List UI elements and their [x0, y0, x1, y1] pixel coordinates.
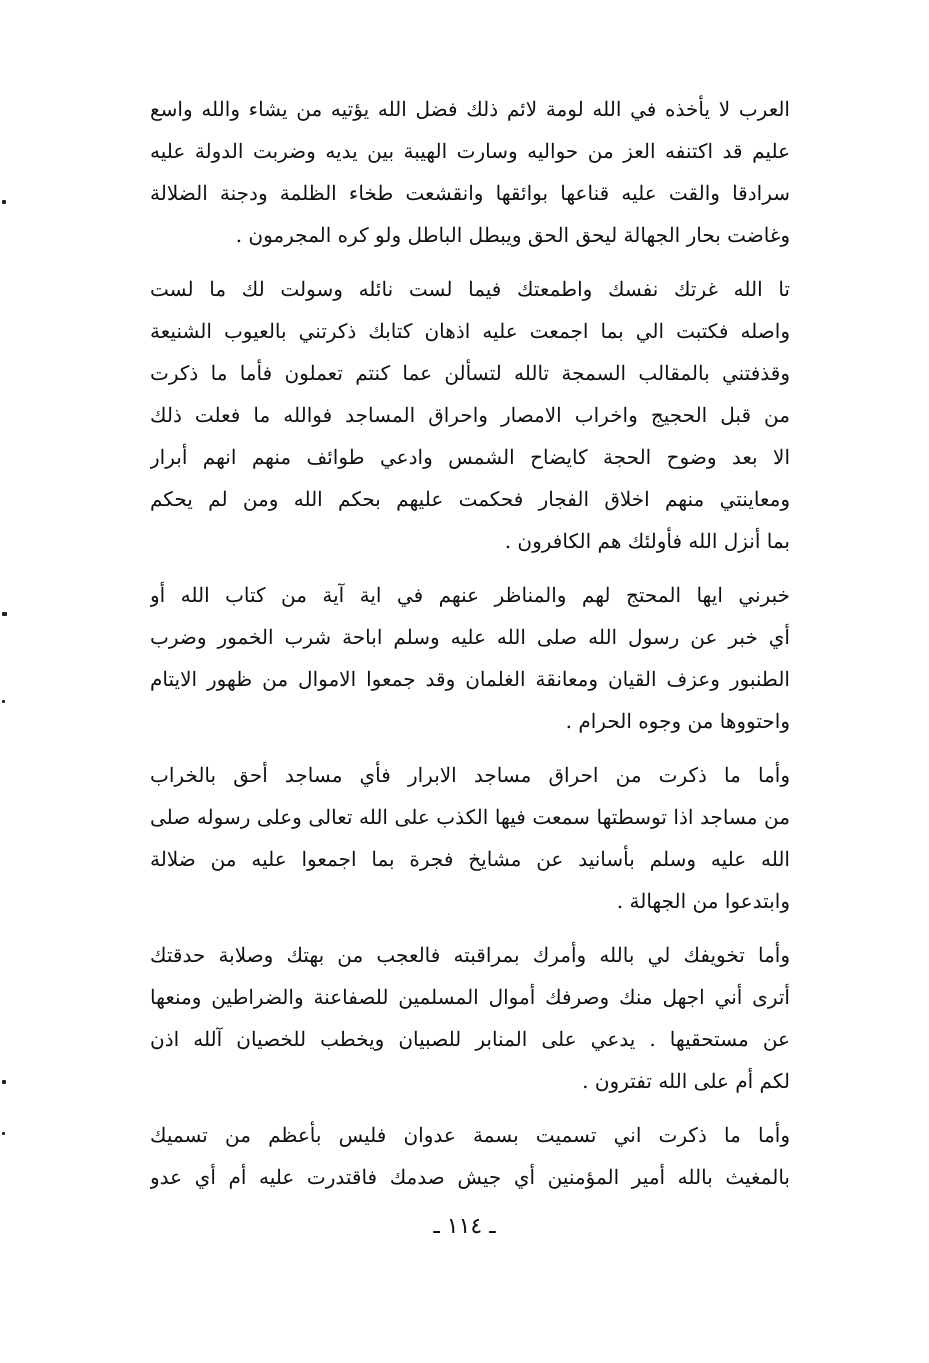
text-line: بالمغيث بالله أمير المؤمنين أي جيش صدمك فاقتدرت عليه أم أي عدو	[150, 1165, 790, 1189]
scan-speck	[2, 1132, 5, 1135]
text-line: من مساجد اذا توسطتها سمعت فيها الكذب على الله تعالى وعلى رسوله صلى	[150, 805, 790, 829]
scan-speck	[2, 200, 6, 204]
scan-speck	[2, 612, 7, 616]
text-line: واحتووها من وجوه الحرام .	[565, 709, 790, 733]
paragraph-6	[150, 1114, 790, 1198]
text-line: أي خبر عن رسول الله صلى الله عليه وسلم اباحة شرب الخمور وضرب	[150, 625, 790, 649]
text-line: واصله فكتبت الي بما اجمعت عليه اذهان كتابك ذكرتني بالعيوب الشنيعة	[150, 319, 790, 343]
paragraph-1	[150, 88, 790, 256]
text-line: وقذفتني بالمقالب السمجة تالله لتسألن عما كنتم تعملون فأما ما ذكرت	[150, 361, 790, 385]
text-line: الله عليه وسلم بأسانيد عن مشايخ فجرة بما اجمعوا عليه من ضلالة	[150, 847, 790, 871]
paragraph-4	[150, 754, 790, 922]
text-line: الطنبور وعزف القيان ومعانقة الغلمان وقد جمعوا الاموال من ظهور الايتام	[150, 667, 790, 691]
text-line: تا الله غرتك نفسك واطمعتك فيما لست نائله وسولت لك ما لست	[150, 277, 790, 301]
text-line: العرب لا يأخذه في الله لومة لائم ذلك فضل الله يؤتيه من يشاء والله واسع	[150, 97, 790, 121]
text-line: لكم أم على الله تفترون .	[582, 1069, 790, 1093]
paragraph-5	[150, 934, 790, 1102]
text-line: أترى أني اجهل منك وصرفك أموال المسلمين للصفاعنة والضراطين ومنعها	[150, 985, 790, 1009]
text-line: وأما تخويفك لي بالله وأمرك بمراقبته فالعجب من بهتك وصلابة حدقتك	[150, 943, 790, 967]
page-body	[150, 88, 790, 1210]
text-line: وابتدعوا من الجهالة .	[616, 889, 790, 913]
text-line: عن مستحقيها . يدعي على المنابر للصبيان ويخطب للخصيان آلله اذن	[150, 1027, 790, 1051]
scan-speck	[2, 700, 5, 703]
paragraph-2	[150, 268, 790, 562]
page-number: ـ ١١٤ ـ	[433, 1214, 496, 1239]
text-line: خبرني ايها المحتج لهم والمناظر عنهم في اية آية من كتاب الله أو	[150, 583, 790, 607]
text-line: عليم قد اكتنفه العز من حواليه وسارت الهيبة بين يديه وضربت الدولة عليه	[150, 139, 790, 163]
text-line: سرادقا والقت عليه قناعها بوائقها وانقشعت طخاء الظلمة ودجنة الضلالة	[150, 181, 790, 205]
text-line: بما أنزل الله فأولئك هم الكافرون .	[504, 529, 790, 553]
text-line: وغاضت بحار الجهالة ليحق الحق ويبطل الباطل ولو كره المجرمون .	[235, 223, 790, 247]
text-line: ومعاينتي منهم اخلاق الفجار فحكمت عليهم بحكم الله ومن لم يحكم	[150, 487, 790, 511]
text-line: وأما ما ذكرت من احراق مساجد الابرار فأي مساجد أحق بالخراب	[150, 763, 790, 787]
text-line: الا بعد وضوح الحجة كايضاح الشمس وادعي طوائف منهم انهم أبرار	[150, 445, 790, 469]
paragraph-3	[150, 574, 790, 742]
text-line: من قبل الحجيج واخراب الامصار واحراق المساجد فوالله ما فعلت ذلك	[150, 403, 790, 427]
text-line: وأما ما ذكرت اني تسميت بسمة عدوان فليس بأعظم من تسميك	[150, 1123, 790, 1147]
scan-speck	[2, 1080, 6, 1084]
